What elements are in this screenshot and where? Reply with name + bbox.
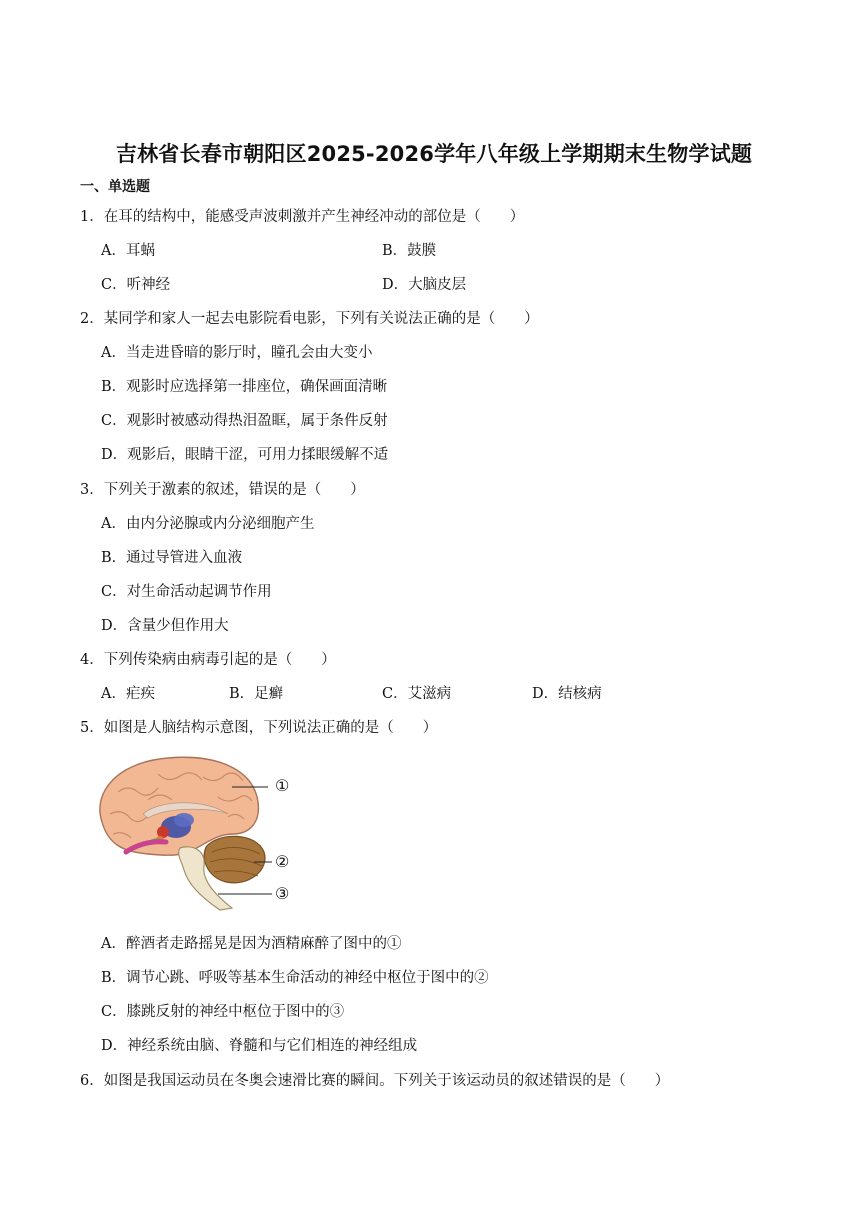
q4-option-a: A．疟疾 xyxy=(101,686,155,702)
label-1: ① xyxy=(275,776,290,795)
brain-illustration xyxy=(88,752,303,912)
q4-option-d: D．结核病 xyxy=(532,686,602,702)
q2-option-a: A．当走进昏暗的影厅时，瞳孔会由大变小 xyxy=(101,345,373,361)
label-3: ③ xyxy=(275,884,290,903)
brain-diagram xyxy=(88,752,303,912)
question-5-stem: 5．如图是人脑结构示意图，下列说法正确的是（ ） xyxy=(80,720,438,736)
label-2: ② xyxy=(275,852,290,871)
section-heading: 一、单选题 xyxy=(80,179,150,195)
question-2-stem: 2．某同学和家人一起去电影院看电影，下列有关说法正确的是（ ） xyxy=(80,311,539,327)
q1-option-d: D．大脑皮层 xyxy=(382,277,467,293)
q5-option-a: A．醉酒者走路摇晃是因为酒精麻醉了图中的① xyxy=(101,936,402,952)
q2-option-b: B．观影时应选择第一排座位，确保画面清晰 xyxy=(101,379,388,395)
q2-option-d: D．观影后，眼睛干涩，可用力揉眼缓解不适 xyxy=(101,447,389,463)
q3-option-b: B．通过导管进入血液 xyxy=(101,550,243,566)
question-3-stem: 3．下列关于激素的叙述，错误的是（ ） xyxy=(80,482,365,498)
q5-option-d: D．神经系统由脑、脊髓和与它们相连的神经组成 xyxy=(101,1038,418,1054)
q4-option-c: C．艾滋病 xyxy=(382,686,452,702)
q5-option-b: B．调节心跳、呼吸等基本生命活动的神经中枢位于图中的② xyxy=(101,970,489,986)
q1-option-b: B．鼓膜 xyxy=(382,243,437,259)
page-title: 吉林省长春市朝阳区2025-2026学年八年级上学期期末生物学试题 xyxy=(115,142,753,166)
cerebellum-shape xyxy=(204,836,265,883)
q3-option-c: C．对生命活动起调节作用 xyxy=(101,584,272,600)
q5-option-c: C．膝跳反射的神经中枢位于图中的③ xyxy=(101,1004,345,1020)
question-6-stem: 6．如图是我国运动员在冬奥会速滑比赛的瞬间。下列关于该运动员的叙述错误的是（ ） xyxy=(80,1073,670,1089)
q4-option-b: B．足癣 xyxy=(229,686,284,702)
q2-option-c: C．观影时被感动得热泪盈眶，属于条件反射 xyxy=(101,413,388,429)
q3-option-d: D．含量少但作用大 xyxy=(101,618,229,634)
question-4-stem: 4．下列传染病由病毒引起的是（ ） xyxy=(80,652,336,668)
q1-option-a: A．耳蜗 xyxy=(101,243,155,259)
q3-option-a: A．由内分泌腺或内分泌细胞产生 xyxy=(101,516,315,532)
question-1-stem: 1．在耳的结构中，能感受声波刺激并产生神经冲动的部位是（ ） xyxy=(80,209,525,225)
q1-option-c: C．听神经 xyxy=(101,277,171,293)
